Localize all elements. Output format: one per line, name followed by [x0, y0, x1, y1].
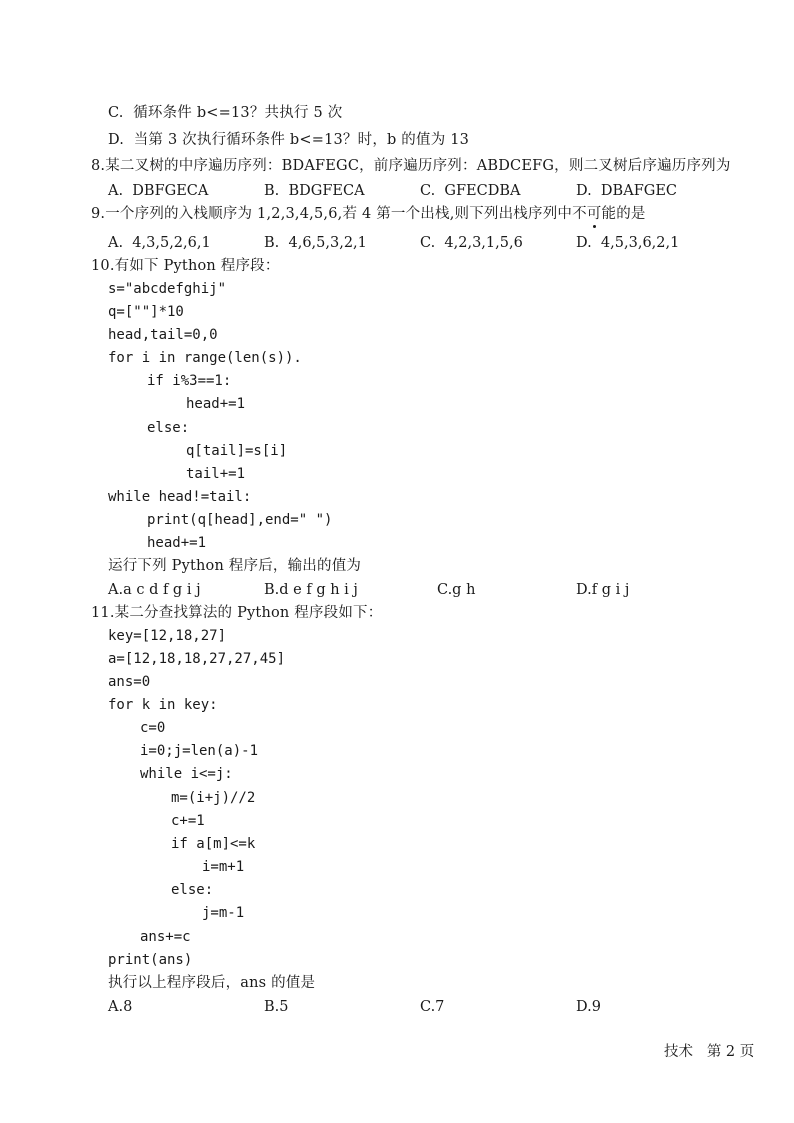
q10-code-line: q[tail]=s[i]: [186, 443, 288, 459]
q11-code-line: ans=0: [108, 674, 151, 690]
q11-code-line: m=(i+j)//2: [171, 790, 256, 806]
q11-code-line: a=[12,18,18,27,27,45]: [108, 651, 286, 667]
q11-code-line: i=m+1: [202, 859, 245, 875]
q9-option-c: C. 4,2,3,1,5,6: [420, 235, 523, 251]
q9-stem-pre: 9.一个序列的入栈顺序为 1,2,3,4,5,6,若 4 第一个出栈,则下列出栈序列中: [91, 206, 573, 222]
q11-option-c: C.7: [420, 999, 445, 1015]
q11-code-line: c+=1: [171, 813, 205, 829]
q10-option-a: A.a c d f g i j: [108, 582, 201, 598]
q11-code-line: key=[12,18,27]: [108, 628, 227, 644]
q10-option-b: B.d e f g h i j: [264, 582, 358, 598]
q11-code-line: print(ans): [108, 952, 193, 968]
page-footer: 技术 第 2 页: [664, 1044, 755, 1060]
q10-code-line: print(q[head],end=" "): [147, 512, 333, 528]
q11-option-d: D.9: [576, 999, 601, 1015]
q8-option-c: C. GFECDBA: [420, 183, 521, 199]
q9-option-b: B. 4,6,5,3,2,1: [264, 235, 367, 251]
q9-stem: [91, 204, 646, 224]
q10-code-line: head+=1: [147, 535, 207, 551]
q10-code-line: if i%3==1:: [147, 373, 232, 389]
q11-code-line: c=0: [140, 720, 166, 736]
q11-code-line: j=m-1: [202, 905, 245, 921]
q10-prompt: 运行下列 Python 程序后，输出的值为: [108, 558, 362, 574]
q7-option-d: D. 当第 3 次执行循环条件 b<=13？时，b 的值为 13: [108, 132, 470, 148]
q9-option-a: A. 4,3,5,2,6,1: [108, 235, 211, 251]
q9-stem-post: 的是: [616, 206, 646, 222]
q10-option-c: C.g h: [437, 582, 476, 598]
q10-option-d: D.f g i j: [576, 582, 630, 598]
q10-code-line: s="abcdefghij": [108, 281, 227, 297]
q11-code-line: else:: [171, 882, 214, 898]
q11-code-line: while i<=j:: [140, 766, 233, 782]
q7-option-c: C. 循环条件 b<=13？共执行 5 次: [108, 105, 343, 121]
q11-code-line: if a[m]<=k: [171, 836, 256, 852]
q10-stem: 10.有如下 Python 程序段：: [91, 258, 280, 274]
q9-option-d: D. 4,5,3,6,2,1: [576, 235, 680, 251]
q8-option-d: D. DBAFGEC: [576, 183, 678, 199]
q11-prompt: 执行以上程序段后，ans 的值是: [108, 975, 316, 991]
q10-code-line: tail+=1: [186, 466, 246, 482]
q8-stem: 8.某二叉树的中序遍历序列：BDAFEGC，前序遍历序列：ABDCEFG，则二叉树后序遍历序列为: [91, 158, 731, 174]
q11-option-a: A.8: [108, 999, 133, 1015]
q10-code-line: q=[""]*10: [108, 304, 184, 320]
q9-stem-emphasis: 不可能: [572, 206, 617, 222]
q10-code-line: for i in range(len(s)).: [108, 350, 302, 366]
q11-code-line: ans+=c: [140, 929, 191, 945]
q10-code-line: else:: [147, 420, 190, 436]
q10-code-line: while head!=tail:: [108, 489, 252, 505]
q11-stem: 11.某二分查找算法的 Python 程序段如下：: [91, 605, 383, 621]
q10-code-line: head,tail=0,0: [108, 327, 218, 343]
q11-code-line: i=0;j=len(a)-1: [140, 743, 259, 759]
q8-option-b: B. BDGFECA: [264, 183, 365, 199]
q8-option-a: A. DBFGECA: [108, 183, 209, 199]
q10-code-line: head+=1: [186, 396, 246, 412]
q11-code-line: for k in key:: [108, 697, 218, 713]
q11-option-b: B.5: [264, 999, 289, 1015]
